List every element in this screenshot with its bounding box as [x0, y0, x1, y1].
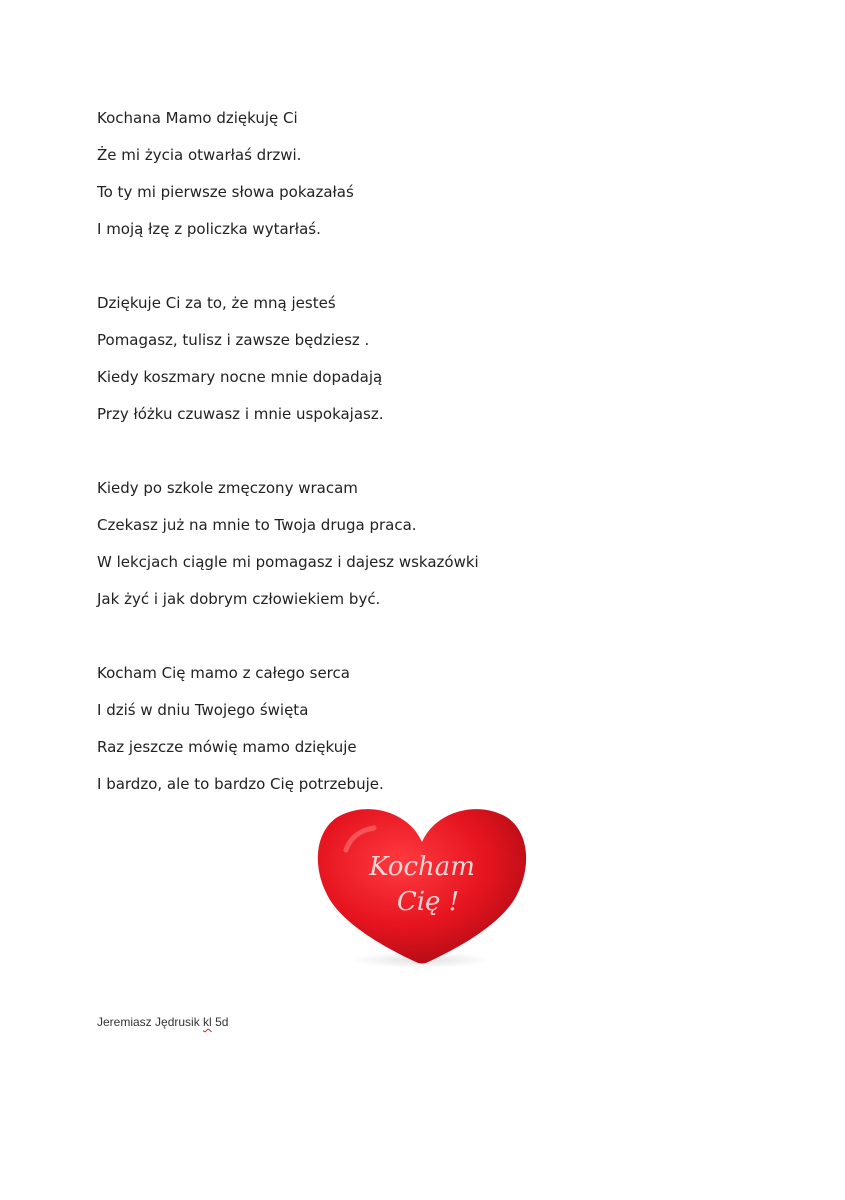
- poem-line: W lekcjach ciągle mi pomagasz i dajesz wskazówki: [97, 553, 479, 571]
- signature: [97, 1015, 228, 1029]
- poem-line: Kocham Cię mamo z całego serca: [97, 664, 350, 682]
- heart-icon: [312, 800, 532, 970]
- heart-text-line2: Cię !: [396, 887, 460, 917]
- poem-line: Dziękuje Ci za to, że mną jesteś: [97, 294, 336, 312]
- poem-line: Jak żyć i jak dobrym człowiekiem być.: [97, 590, 381, 608]
- heart-pillow-image: [312, 800, 532, 970]
- poem-line: Raz jeszcze mówię mamo dziękuje: [97, 738, 357, 756]
- poem-line: I bardzo, ale to bardzo Cię potrzebuje.: [97, 775, 384, 793]
- signature-name: Jeremiasz Jędrusik: [97, 1015, 200, 1029]
- stanza-1: [97, 100, 697, 248]
- poem-line: To ty mi pierwsze słowa pokazałaś: [97, 183, 354, 201]
- poem-line: Że mi życia otwarłaś drzwi.: [97, 146, 302, 164]
- poem-line: Czekasz już na mnie to Twoja druga praca.: [97, 516, 417, 534]
- signature-class-abbr: kl: [203, 1015, 212, 1029]
- poem-line: I dziś w dniu Twojego święta: [97, 701, 309, 719]
- signature-class-name: 5d: [215, 1015, 229, 1029]
- stanza-3: [97, 470, 697, 618]
- heart-text-line1: Kocham: [369, 852, 475, 882]
- stanza-2: [97, 285, 697, 433]
- poem-line: Kiedy koszmary nocne mnie dopadają: [97, 368, 383, 386]
- poem-line: I moją łzę z policzka wytarłaś.: [97, 220, 321, 238]
- poem-line: Kiedy po szkole zmęczony wracam: [97, 479, 358, 497]
- poem-line: Kochana Mamo dziękuję Ci: [97, 109, 298, 127]
- poem-line: Przy łóżku czuwasz i mnie uspokajasz.: [97, 405, 384, 423]
- poem: [97, 100, 697, 840]
- stanza-4: [97, 655, 697, 803]
- poem-line: Pomagasz, tulisz i zawsze będziesz .: [97, 331, 370, 349]
